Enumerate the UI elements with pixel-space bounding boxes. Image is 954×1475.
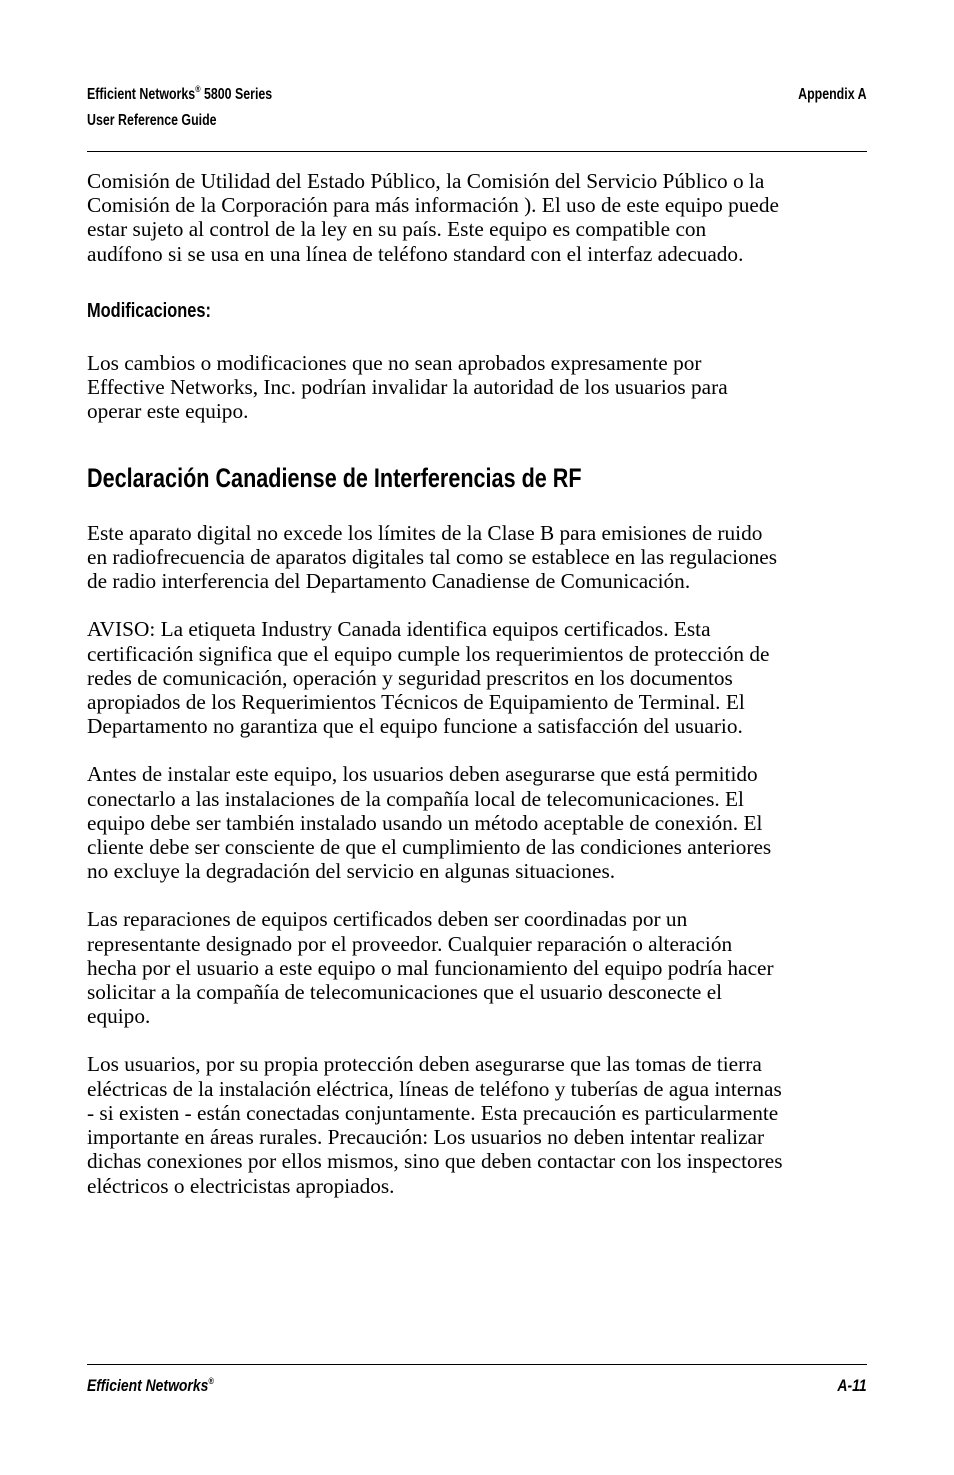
header-series: 5800 Series [200,86,273,103]
header-product-line [87,82,272,108]
text-line: apropiados de los Requerimientos Técnicos de Equipamiento de Terminal. El [87,690,745,715]
text-line: Este aparato digital no excede los límites de la Clase B para emisiones de ruido [87,520,763,545]
paragraph-4 [87,907,877,1028]
text-line: equipo. [87,1004,151,1029]
header-guide-title: User Reference Guide [87,112,217,129]
text-line: certificación significa que el equipo cumple los requerimientos de protección de [87,641,770,666]
footer-brand-text: Efficient Networks [87,1376,209,1395]
header-brand: Efficient Networks [87,86,196,103]
header-registered-mark: ® [195,84,201,94]
text-line: hecha por el usuario a este equipo o mal funcionamiento del equipo podría hacer [87,955,774,980]
text-line: Comisión de Utilidad del Estado Público, la Comisión del Servicio Público o la [87,169,765,193]
text-line: representante designado por el proveedor. Cualquier reparación o alteración [87,931,733,956]
text-line: eléctricos o electricistas apropiados. [87,1173,395,1198]
modifications-heading: Modificaciones: [87,299,211,322]
paragraph-5 [87,1052,877,1197]
text-line: Las reparaciones de equipos certificados deben ser coordinadas por un [87,907,688,932]
text-line: audífono si se usa en una línea de teléfono standard con el interfaz adecuado. [87,241,744,266]
text-line: Antes de instalar este equipo, los usuarios deben asegurarse que está permitido [87,762,758,787]
text-line: importante en áreas rurales. Precaución: Los usuarios no deben intentar realizar [87,1125,765,1150]
text-line: - si existen - están conectadas conjuntamente. Esta precaución es particularmente [87,1100,779,1125]
text-line: conectarlo a las instalaciones de la compañía local de telecomunicaciones. El [87,786,744,811]
text-line: Los usuarios, por su propia protección deben asegurarse que las tomas de tierra [87,1052,762,1077]
page-body [87,169,877,1198]
paragraph-1 [87,521,877,594]
text-line: dichas conexiones por ellos mismos, sino que deben contactar con los inspectores [87,1149,783,1174]
text-line: operar este equipo. [87,399,249,424]
text-line: AVISO: La etiqueta Industry Canada identifica equipos certificados. Esta [87,617,711,642]
footer-registered-mark: ® [208,1376,214,1386]
text-line: equipo debe ser también instalado usando un método aceptable de conexión. El [87,810,763,835]
text-line: en radiofrecuencia de aparatos digitales tal como se establece en las regulaciones [87,545,778,570]
header-section: Appendix A [798,86,867,103]
text-line: eléctricas de la instalación eléctrica, líneas de teléfono y tuberías de agua internas [87,1076,782,1101]
text-line: no excluye la degradación del servicio en algunas situaciones. [87,859,616,884]
header-left [87,82,272,134]
footer-brand [87,1376,214,1396]
intro-paragraph [87,169,877,266]
text-line: Departamento no garantiza que el equipo funcione a satisfacción del usuario. [87,714,743,739]
text-line: estar sujeto al control de la ley en su país. Este equipo es compatible con [87,217,707,242]
paragraph-3 [87,762,877,883]
section-heading: Declaración Canadiense de Interferencias de RF [87,462,582,493]
paragraph-2 [87,617,877,738]
text-line: redes de comunicación, operación y seguridad prescritos en los documentos [87,665,733,690]
footer-divider [87,1364,867,1365]
text-line: Effective Networks, Inc. podrían invalidar la autoridad de los usuarios para [87,375,728,400]
modifications-paragraph [87,351,877,424]
header-divider [87,151,867,152]
page-number: A-11 [837,1376,867,1395]
text-line: Los cambios o modificaciones que no sean aprobados expresamente por [87,351,702,376]
text-line: Comisión de la Corporación para más información ). El uso de este equipo puede [87,193,779,218]
text-line: cliente debe ser consciente de que el cumplimiento de las condiciones anteriores [87,835,772,860]
text-line: solicitar a la compañía de telecomunicaciones que el usuario desconecte el [87,980,723,1005]
text-line: de radio interferencia del Departamento Canadiense de Comunicación. [87,569,691,594]
